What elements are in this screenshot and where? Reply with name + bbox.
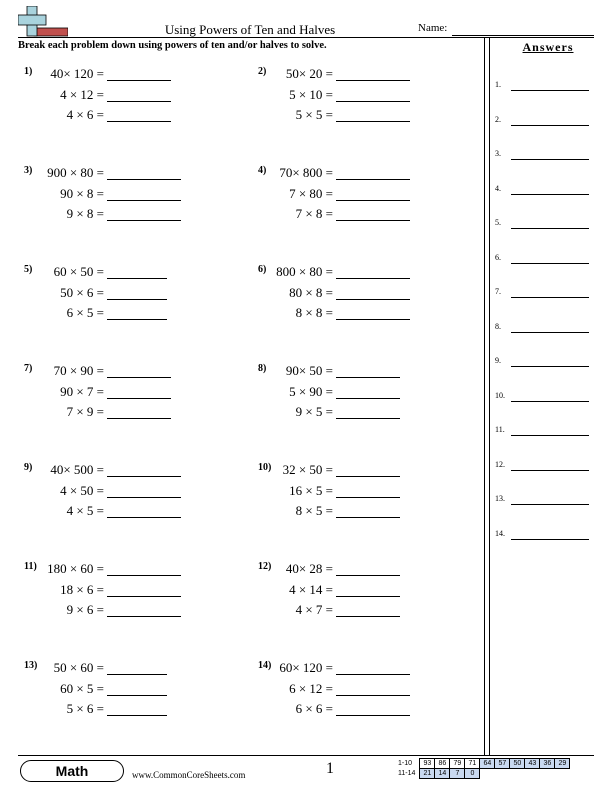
problem-number: 14) xyxy=(258,660,272,671)
problem-number: 1) xyxy=(24,66,33,77)
answer-field[interactable] xyxy=(511,504,589,505)
problem-number: 8) xyxy=(258,363,267,374)
answer-blank[interactable] xyxy=(107,200,181,201)
answer-number: 11. xyxy=(495,425,505,434)
answer-number: 13. xyxy=(495,494,505,503)
answer-item xyxy=(495,529,595,543)
equation: 6 × 5 = xyxy=(66,305,104,320)
name-label: Name: xyxy=(418,22,448,34)
name-field[interactable] xyxy=(452,35,594,36)
answer-blank[interactable] xyxy=(336,575,400,576)
equation: 60× 120 = xyxy=(279,660,333,675)
problem-number: 12) xyxy=(258,561,272,572)
problem-number: 2) xyxy=(258,66,267,77)
answer-item xyxy=(495,460,595,474)
answer-blank[interactable] xyxy=(107,179,181,180)
equation: 70× 800 = xyxy=(279,165,333,180)
score-cell: 7 xyxy=(450,769,465,779)
answer-item xyxy=(495,218,595,232)
equation: 5 × 10 = xyxy=(289,86,333,102)
answer-blank[interactable] xyxy=(336,674,410,675)
answer-number: 5. xyxy=(495,218,501,227)
score-cell: 79 xyxy=(450,759,465,769)
score-range-label: 11-14 xyxy=(398,770,416,777)
score-range-label: 1-10 xyxy=(398,760,413,767)
answer-blank[interactable] xyxy=(336,200,410,201)
equation: 6 × 12 = xyxy=(289,680,333,696)
problem-number: 5) xyxy=(24,264,33,275)
problem-number: 3) xyxy=(24,165,33,176)
answer-item xyxy=(495,425,595,439)
score-cell: 14 xyxy=(435,769,450,779)
equation: 9 × 5 = xyxy=(295,404,333,419)
answer-blank[interactable] xyxy=(336,616,400,617)
answer-blank[interactable] xyxy=(107,616,181,617)
equation: 7 × 9 = xyxy=(66,404,104,419)
score-table xyxy=(396,758,570,779)
answer-item xyxy=(495,322,595,336)
score-cell: 50 xyxy=(510,759,525,769)
score-cell: 86 xyxy=(435,759,450,769)
problem-number: 6) xyxy=(258,264,267,275)
answer-field[interactable] xyxy=(511,263,589,264)
answer-number: 2. xyxy=(495,114,501,124)
answer-item xyxy=(495,253,595,267)
equation: 50 × 6 = xyxy=(60,284,104,300)
page-number: 1 xyxy=(326,760,334,777)
answer-number: 4. xyxy=(495,183,501,193)
problem-number: 7) xyxy=(24,363,33,374)
page-title: Using Powers of Ten and Halves xyxy=(164,22,336,37)
answer-item xyxy=(495,80,595,94)
answer-blank[interactable] xyxy=(107,674,167,675)
equation: 40× 500 = xyxy=(50,462,104,477)
answer-blank[interactable] xyxy=(107,418,171,419)
answer-field[interactable] xyxy=(511,366,589,367)
answer-blank[interactable] xyxy=(107,476,181,477)
answer-blank[interactable] xyxy=(107,695,167,696)
equation: 800 × 80 = xyxy=(276,264,333,279)
answer-blank[interactable] xyxy=(336,398,400,399)
equation: 40× 28 = xyxy=(285,561,333,576)
score-cell: 21 xyxy=(420,769,435,779)
answer-blank[interactable] xyxy=(336,121,410,122)
answer-number: 12. xyxy=(495,459,505,469)
equation: 8 × 8 = xyxy=(295,305,333,320)
logo xyxy=(18,6,68,38)
answer-number: 6. xyxy=(495,252,501,262)
equation: 50× 20 = xyxy=(285,66,333,81)
answer-blank[interactable] xyxy=(107,319,167,320)
equation: 4 × 12 = xyxy=(60,86,104,102)
equation: 180 × 60 = xyxy=(47,561,104,576)
answer-blank[interactable] xyxy=(107,299,167,300)
equation: 4 × 14 = xyxy=(289,581,333,597)
score-cell: 0 xyxy=(465,769,480,779)
score-row xyxy=(396,759,570,769)
equation: 4 × 7 = xyxy=(295,602,333,617)
answer-item xyxy=(495,287,595,301)
equation: 90× 50 = xyxy=(285,363,333,378)
answer-item xyxy=(495,149,595,163)
equation: 18 × 6 = xyxy=(60,581,104,597)
answer-blank[interactable] xyxy=(336,179,410,180)
answer-field[interactable] xyxy=(511,125,589,126)
equation: 90 × 7 = xyxy=(60,383,104,399)
equation: 7 × 80 = xyxy=(289,185,333,201)
divider xyxy=(18,37,594,38)
answer-number: 14. xyxy=(495,528,505,538)
answer-blank[interactable] xyxy=(107,220,181,221)
equation: 5 × 5 = xyxy=(295,107,333,122)
column-divider xyxy=(484,37,485,755)
score-cell: 36 xyxy=(540,759,555,769)
problem-number: 10) xyxy=(258,462,272,473)
equation: 4 × 6 = xyxy=(66,107,104,122)
equation: 40× 120 = xyxy=(50,66,104,81)
equation: 5 × 6 = xyxy=(66,701,104,716)
problem-number: 13) xyxy=(24,660,38,671)
answer-blank[interactable] xyxy=(336,319,410,320)
answer-blank[interactable] xyxy=(336,476,400,477)
answer-number: 10. xyxy=(495,390,505,400)
answer-number: 1. xyxy=(495,80,501,89)
answer-number: 8. xyxy=(495,321,501,331)
equation: 6 × 6 = xyxy=(295,701,333,716)
column-divider xyxy=(489,37,490,755)
equation: 5 × 90 = xyxy=(289,383,333,399)
answer-blank[interactable] xyxy=(107,121,171,122)
equation: 60 × 5 = xyxy=(60,680,104,696)
answer-field[interactable] xyxy=(511,228,589,229)
score-cell: 64 xyxy=(480,759,495,769)
divider xyxy=(18,755,594,756)
equation: 70 × 90 = xyxy=(53,363,104,378)
website-link[interactable]: www.CommonCoreSheets.com xyxy=(132,770,246,780)
answer-field[interactable] xyxy=(511,435,589,436)
answer-blank[interactable] xyxy=(107,575,181,576)
answer-blank[interactable] xyxy=(336,497,400,498)
equation: 50 × 60 = xyxy=(53,660,104,675)
answer-blank[interactable] xyxy=(107,715,167,716)
answer-item xyxy=(495,356,595,370)
answer-item xyxy=(495,115,595,129)
equation: 32 × 50 = xyxy=(282,462,333,477)
answer-blank[interactable] xyxy=(336,299,410,300)
instructions: Break each problem down using powers of ten and/or halves to solve. xyxy=(18,40,327,51)
answer-item xyxy=(495,494,595,508)
answer-blank[interactable] xyxy=(336,715,410,716)
answer-blank[interactable] xyxy=(336,278,410,279)
answer-blank[interactable] xyxy=(107,497,181,498)
score-cell: 29 xyxy=(555,759,570,769)
score-cell: 57 xyxy=(495,759,510,769)
equation: 4 × 50 = xyxy=(60,482,104,498)
answer-blank[interactable] xyxy=(107,80,171,81)
equation: 16 × 5 = xyxy=(289,482,333,498)
answer-item xyxy=(495,391,595,405)
answers-title: Answers xyxy=(522,40,574,54)
subject-badge: Math xyxy=(20,760,124,782)
equation: 7 × 8 = xyxy=(295,206,333,221)
equation: 900 × 80 = xyxy=(47,165,104,180)
problem-number: 11) xyxy=(24,561,37,572)
equation: 80 × 8 = xyxy=(289,284,333,300)
answer-blank[interactable] xyxy=(107,278,167,279)
answer-field[interactable] xyxy=(511,401,589,402)
answer-blank[interactable] xyxy=(336,596,400,597)
answer-blank[interactable] xyxy=(336,220,410,221)
equation: 4 × 5 = xyxy=(66,503,104,518)
answer-field[interactable] xyxy=(511,159,589,160)
answer-blank[interactable] xyxy=(336,695,410,696)
answer-blank[interactable] xyxy=(107,517,181,518)
answer-item xyxy=(495,184,595,198)
answer-blank[interactable] xyxy=(336,80,410,81)
equation: 9 × 8 = xyxy=(66,206,104,221)
answer-blank[interactable] xyxy=(336,517,400,518)
answer-field[interactable] xyxy=(511,470,589,471)
answer-field[interactable] xyxy=(511,297,589,298)
problem-number: 9) xyxy=(24,462,33,473)
score-cell: 43 xyxy=(525,759,540,769)
equation: 60 × 50 = xyxy=(53,264,104,279)
answer-blank[interactable] xyxy=(336,418,400,419)
equation: 9 × 6 = xyxy=(66,602,104,617)
score-row xyxy=(396,769,570,779)
answer-blank[interactable] xyxy=(107,398,171,399)
answer-field[interactable] xyxy=(511,332,589,333)
answer-field[interactable] xyxy=(511,90,589,91)
answer-field[interactable] xyxy=(511,194,589,195)
answer-blank[interactable] xyxy=(336,101,410,102)
answer-field[interactable] xyxy=(511,539,589,540)
answer-blank[interactable] xyxy=(107,377,171,378)
answer-blank[interactable] xyxy=(107,596,181,597)
answer-number: 9. xyxy=(495,356,501,365)
score-cell: 93 xyxy=(420,759,435,769)
answer-blank[interactable] xyxy=(336,377,400,378)
answer-blank[interactable] xyxy=(107,101,171,102)
equation: 8 × 5 = xyxy=(295,503,333,518)
problem-number: 4) xyxy=(258,165,267,176)
score-cell: 71 xyxy=(465,759,480,769)
answer-number: 7. xyxy=(495,287,501,296)
equation: 90 × 8 = xyxy=(60,185,104,201)
answer-number: 3. xyxy=(495,149,501,158)
